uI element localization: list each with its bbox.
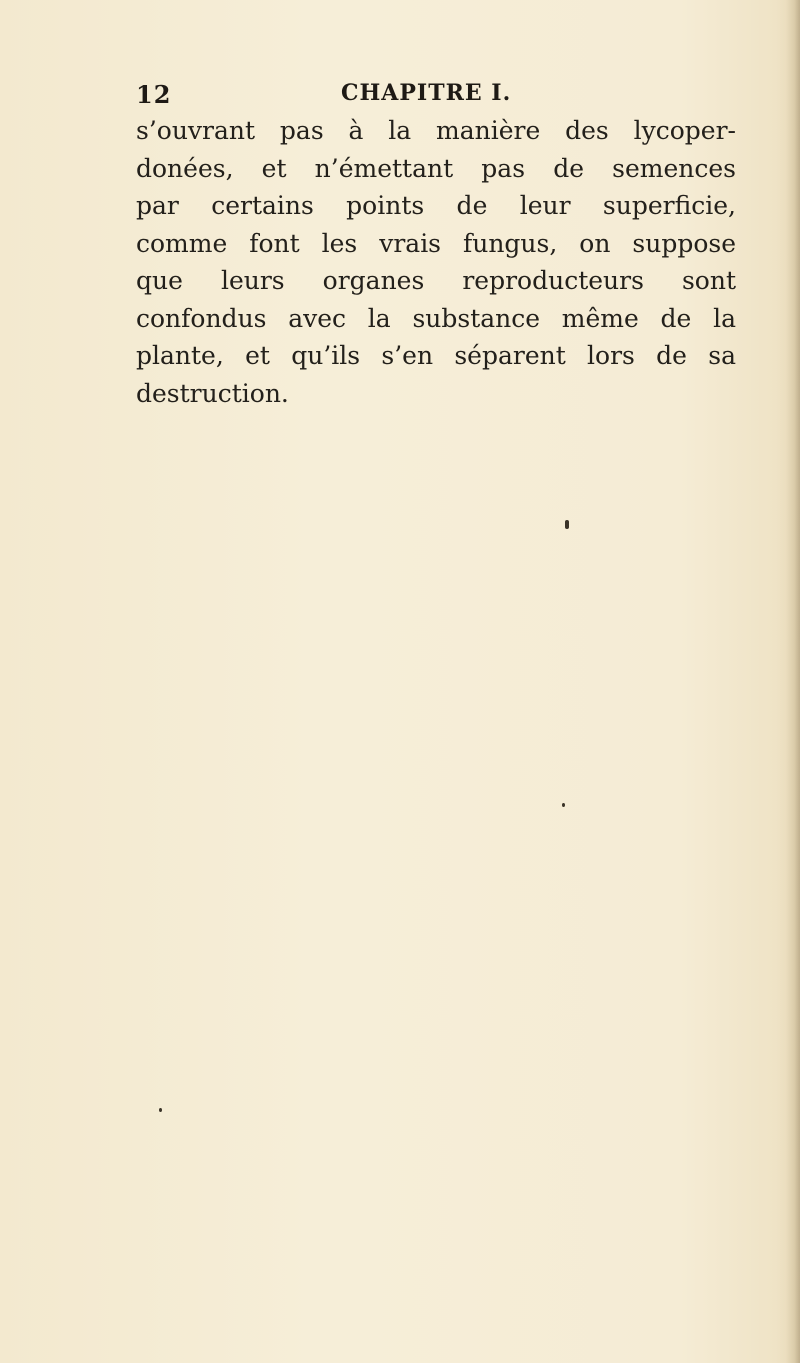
text-line: comme font les vrais fungus, on suppose (136, 228, 736, 258)
text-line: plante, et qu’ils s’en séparent lors de sa (136, 341, 736, 370)
text-line: que leurs organes reproducteurs sont (136, 266, 736, 295)
running-head (136, 80, 696, 116)
page-number: 12 (136, 80, 172, 109)
ink-speck (565, 520, 569, 529)
page-edge-shadow (786, 0, 800, 1363)
text-line: destruction. (136, 378, 289, 408)
chapter-title: CHAPITRE I. (341, 80, 512, 106)
text-line: s’ouvrant pas à la manière des lycoper- (136, 116, 736, 145)
ink-speck (159, 1108, 162, 1112)
text-line: confondus avec la substance même de la (136, 303, 736, 333)
body-paragraph (136, 112, 736, 412)
text-line: donées, et n’émettant pas de semences (136, 153, 736, 183)
ink-speck (562, 803, 565, 807)
text-line: par certains points de leur superficie, (136, 191, 736, 220)
